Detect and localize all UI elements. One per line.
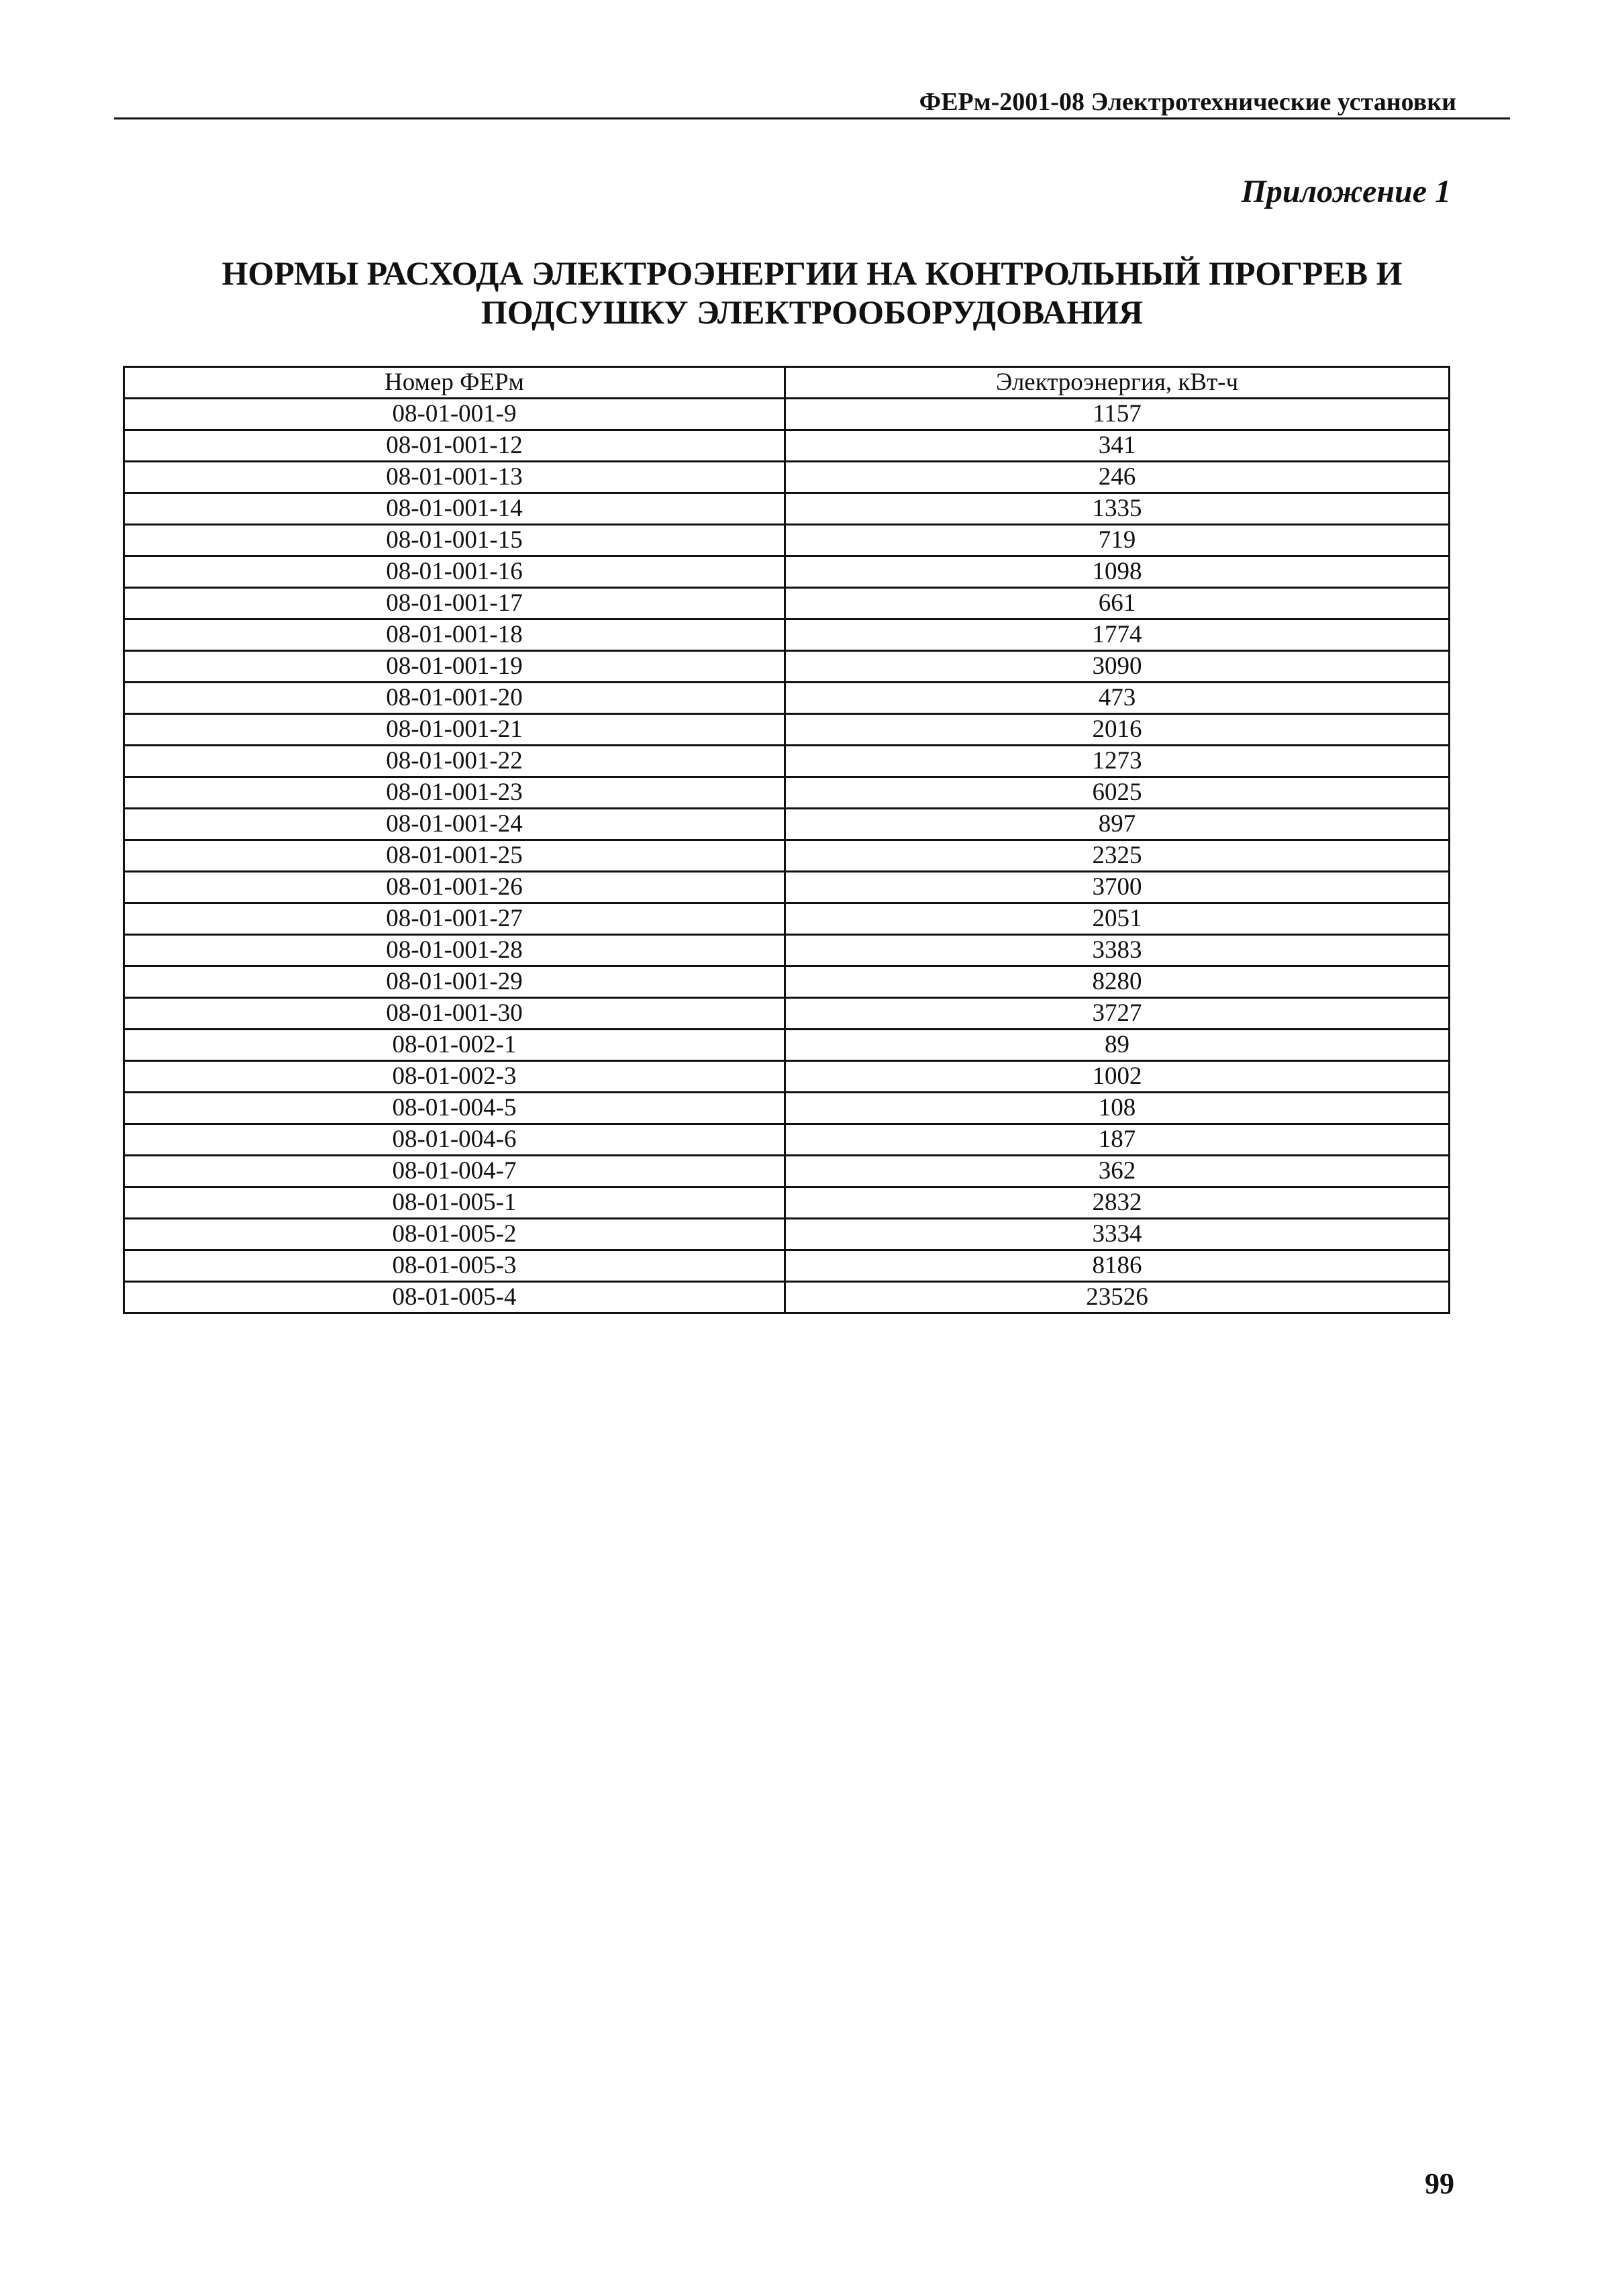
running-header: [114, 87, 1510, 119]
appendix-label: Приложение 1: [1241, 174, 1451, 209]
cell-energy-value: 6025: [785, 777, 1450, 809]
norms-table: [123, 366, 1450, 1314]
cell-energy-value: 187: [785, 1124, 1450, 1156]
cell-ferm-number: 08-01-004-5: [124, 1093, 785, 1124]
cell-ferm-number: 08-01-002-1: [124, 1030, 785, 1061]
cell-ferm-number: 08-01-001-14: [124, 493, 785, 525]
table-row: [124, 1093, 1450, 1124]
cell-ferm-number: 08-01-001-24: [124, 809, 785, 840]
table-row: [124, 746, 1450, 777]
cell-energy-value: 1273: [785, 746, 1450, 777]
table-row: [124, 619, 1450, 651]
table-row: [124, 809, 1450, 840]
page-number: 99: [1425, 2167, 1454, 2200]
cell-ferm-number: 08-01-001-25: [124, 840, 785, 872]
cell-energy-value: 362: [785, 1156, 1450, 1187]
document-title-line-1: НОРМЫ РАСХОДА ЭЛЕКТРОЭНЕРГИИ НА КОНТРОЛЬНЫЙ ПРОГРЕВ И: [221, 254, 1403, 292]
table-row: [124, 1061, 1450, 1093]
table-row: [124, 1156, 1450, 1187]
cell-ferm-number: 08-01-001-29: [124, 966, 785, 998]
cell-ferm-number: 08-01-004-6: [124, 1124, 785, 1156]
table-row: [124, 966, 1450, 998]
cell-energy-value: 473: [785, 683, 1450, 714]
cell-ferm-number: 08-01-001-9: [124, 399, 785, 430]
cell-energy-value: 3090: [785, 651, 1450, 683]
table-row: [124, 525, 1450, 556]
cell-energy-value: 2832: [785, 1187, 1450, 1219]
cell-energy-value: 2051: [785, 903, 1450, 935]
cell-ferm-number: 08-01-001-16: [124, 556, 785, 588]
cell-ferm-number: 08-01-005-2: [124, 1219, 785, 1250]
table-header-row: [124, 367, 1450, 399]
table-row: [124, 493, 1450, 525]
table-row: [124, 935, 1450, 966]
cell-ferm-number: 08-01-005-4: [124, 1282, 785, 1313]
cell-ferm-number: 08-01-001-19: [124, 651, 785, 683]
table-row: [124, 1187, 1450, 1219]
cell-energy-value: 246: [785, 462, 1450, 493]
cell-energy-value: 23526: [785, 1282, 1450, 1313]
cell-energy-value: 1002: [785, 1061, 1450, 1093]
cell-ferm-number: 08-01-001-20: [124, 683, 785, 714]
table-row: [124, 903, 1450, 935]
table-row: [124, 872, 1450, 903]
table-row: [124, 399, 1450, 430]
cell-ferm-number: 08-01-002-3: [124, 1061, 785, 1093]
column-header-energy: Электроэнергия, кВт-ч: [785, 367, 1450, 399]
table-row: [124, 683, 1450, 714]
table-row: [124, 1219, 1450, 1250]
cell-energy-value: 8280: [785, 966, 1450, 998]
cell-ferm-number: 08-01-001-18: [124, 619, 785, 651]
cell-energy-value: 3700: [785, 872, 1450, 903]
cell-energy-value: 661: [785, 588, 1450, 619]
table-row: [124, 1124, 1450, 1156]
table-row: [124, 777, 1450, 809]
cell-ferm-number: 08-01-005-1: [124, 1187, 785, 1219]
table-row: [124, 556, 1450, 588]
table-row: [124, 1030, 1450, 1061]
cell-energy-value: 1157: [785, 399, 1450, 430]
document-title-line-2: ПОДСУШКУ ЭЛЕКТРООБОРУДОВАНИЯ: [481, 293, 1144, 331]
table-row: [124, 588, 1450, 619]
cell-ferm-number: 08-01-001-30: [124, 998, 785, 1030]
cell-energy-value: 897: [785, 809, 1450, 840]
cell-ferm-number: 08-01-001-21: [124, 714, 785, 746]
cell-energy-value: 8186: [785, 1250, 1450, 1282]
cell-energy-value: 2325: [785, 840, 1450, 872]
cell-ferm-number: 08-01-001-13: [124, 462, 785, 493]
cell-energy-value: 3383: [785, 935, 1450, 966]
cell-energy-value: 3727: [785, 998, 1450, 1030]
cell-energy-value: 341: [785, 430, 1450, 462]
cell-energy-value: 719: [785, 525, 1450, 556]
cell-ferm-number: 08-01-001-15: [124, 525, 785, 556]
table-body: [124, 399, 1450, 1313]
cell-energy-value: 89: [785, 1030, 1450, 1061]
cell-energy-value: 2016: [785, 714, 1450, 746]
cell-energy-value: 3334: [785, 1219, 1450, 1250]
running-header-title: ФЕРм-2001-08 Электротехнические установки: [919, 88, 1456, 116]
column-header-ferm-number: Номер ФЕРм: [124, 367, 785, 399]
cell-ferm-number: 08-01-001-23: [124, 777, 785, 809]
cell-energy-value: 108: [785, 1093, 1450, 1124]
table-row: [124, 714, 1450, 746]
cell-ferm-number: 08-01-001-28: [124, 935, 785, 966]
cell-ferm-number: 08-01-001-22: [124, 746, 785, 777]
table-row: [124, 462, 1450, 493]
cell-ferm-number: 08-01-001-26: [124, 872, 785, 903]
table-row: [124, 840, 1450, 872]
cell-energy-value: 1335: [785, 493, 1450, 525]
cell-ferm-number: 08-01-004-7: [124, 1156, 785, 1187]
table-row: [124, 1250, 1450, 1282]
cell-ferm-number: 08-01-001-27: [124, 903, 785, 935]
table-row: [124, 430, 1450, 462]
table-row: [124, 651, 1450, 683]
table-row: [124, 1282, 1450, 1313]
table-row: [124, 998, 1450, 1030]
cell-energy-value: 1098: [785, 556, 1450, 588]
cell-energy-value: 1774: [785, 619, 1450, 651]
cell-ferm-number: 08-01-005-3: [124, 1250, 785, 1282]
cell-ferm-number: 08-01-001-12: [124, 430, 785, 462]
cell-ferm-number: 08-01-001-17: [124, 588, 785, 619]
document-title: [114, 254, 1510, 332]
